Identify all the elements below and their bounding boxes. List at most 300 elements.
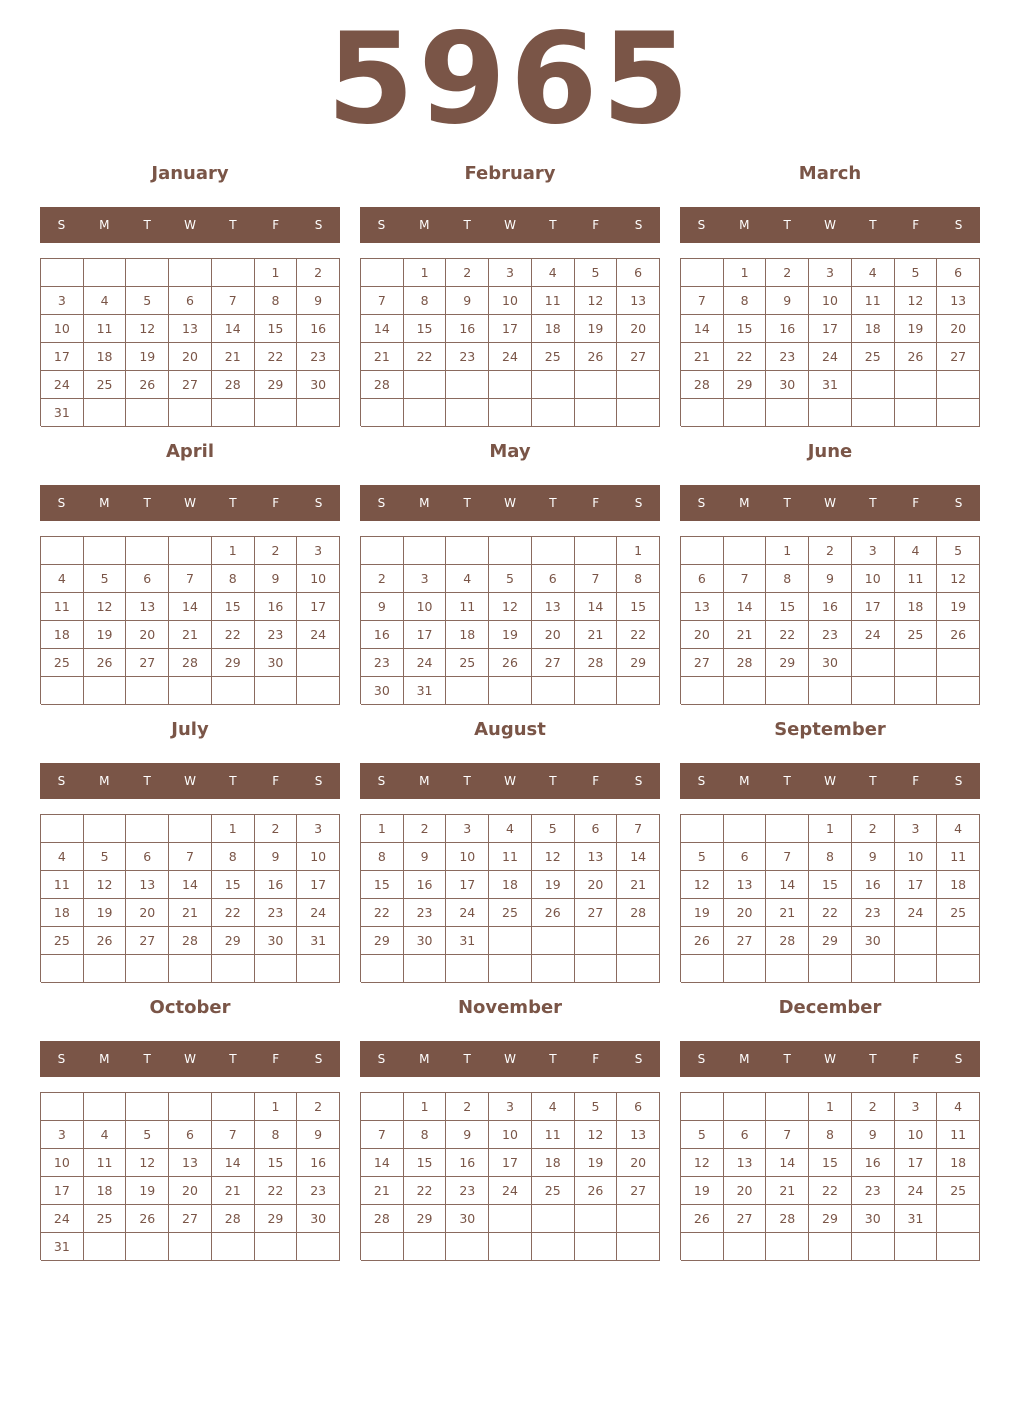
weekday-label: S bbox=[954, 218, 963, 232]
day-cell: 20 bbox=[724, 1177, 767, 1205]
day-cell: 10 bbox=[41, 315, 84, 343]
day-cell: 6 bbox=[617, 259, 660, 287]
day-cell: 21 bbox=[212, 1177, 255, 1205]
day-cell: 27 bbox=[169, 371, 212, 399]
day-cell: 16 bbox=[255, 871, 298, 899]
day-cell: 26 bbox=[895, 343, 938, 371]
weekday-label: M bbox=[419, 496, 430, 510]
day-cell: 14 bbox=[617, 843, 660, 871]
day-cell: 16 bbox=[297, 1149, 340, 1177]
empty-day-cell bbox=[361, 1233, 404, 1261]
empty-day-cell bbox=[681, 1093, 724, 1121]
weekday-label: W bbox=[504, 774, 516, 788]
day-cell: 19 bbox=[575, 315, 618, 343]
day-cell: 2 bbox=[361, 565, 404, 593]
day-cell: 23 bbox=[446, 1177, 489, 1205]
weekday-label: S bbox=[57, 218, 66, 232]
day-cell: 16 bbox=[404, 871, 447, 899]
empty-day-cell bbox=[84, 399, 127, 427]
weekday-label: T bbox=[783, 774, 791, 788]
day-cell: 13 bbox=[575, 843, 618, 871]
day-cell: 25 bbox=[937, 1177, 980, 1205]
day-cell: 26 bbox=[126, 371, 169, 399]
empty-day-cell bbox=[681, 1233, 724, 1261]
weekday-label: S bbox=[377, 774, 386, 788]
day-cell: 1 bbox=[255, 1093, 298, 1121]
month-november bbox=[360, 994, 660, 1262]
empty-day-cell bbox=[575, 399, 618, 427]
day-cell: 25 bbox=[852, 343, 895, 371]
day-cell: 8 bbox=[404, 1121, 447, 1149]
weekday-label: S bbox=[377, 1052, 386, 1066]
weekday-label: T bbox=[549, 1052, 557, 1066]
empty-day-cell bbox=[126, 1093, 169, 1121]
weekday-label: M bbox=[739, 1052, 750, 1066]
day-grid bbox=[40, 536, 340, 704]
day-cell: 17 bbox=[489, 1149, 532, 1177]
day-cell: 30 bbox=[404, 927, 447, 955]
month-may bbox=[360, 438, 660, 706]
weekday-label: W bbox=[504, 218, 516, 232]
day-cell: 23 bbox=[446, 343, 489, 371]
day-cell: 12 bbox=[681, 871, 724, 899]
day-cell: 27 bbox=[724, 1205, 767, 1233]
weekday-label: S bbox=[954, 774, 963, 788]
day-cell: 21 bbox=[361, 1177, 404, 1205]
day-cell: 26 bbox=[575, 343, 618, 371]
day-cell: 16 bbox=[852, 1149, 895, 1177]
weekday-label: W bbox=[824, 774, 836, 788]
day-cell: 21 bbox=[681, 343, 724, 371]
day-cell: 25 bbox=[84, 1205, 127, 1233]
empty-day-cell bbox=[532, 927, 575, 955]
empty-day-cell bbox=[575, 677, 618, 705]
day-cell: 17 bbox=[297, 871, 340, 899]
empty-day-cell bbox=[255, 955, 298, 983]
day-cell: 2 bbox=[809, 537, 852, 565]
day-cell: 15 bbox=[361, 871, 404, 899]
weekday-label: T bbox=[783, 496, 791, 510]
weekday-label: S bbox=[697, 218, 706, 232]
day-cell: 23 bbox=[809, 621, 852, 649]
empty-day-cell bbox=[361, 259, 404, 287]
day-cell: 24 bbox=[489, 343, 532, 371]
empty-day-cell bbox=[126, 537, 169, 565]
empty-day-cell bbox=[532, 955, 575, 983]
day-cell: 9 bbox=[852, 843, 895, 871]
empty-day-cell bbox=[766, 815, 809, 843]
day-cell: 7 bbox=[361, 287, 404, 315]
day-cell: 5 bbox=[575, 259, 618, 287]
day-cell: 22 bbox=[724, 343, 767, 371]
empty-day-cell bbox=[766, 1233, 809, 1261]
day-cell: 21 bbox=[617, 871, 660, 899]
day-cell: 3 bbox=[446, 815, 489, 843]
weekday-header bbox=[40, 1041, 340, 1077]
weekday-label: T bbox=[869, 218, 877, 232]
day-cell: 3 bbox=[41, 1121, 84, 1149]
day-cell: 4 bbox=[532, 1093, 575, 1121]
day-cell: 10 bbox=[895, 843, 938, 871]
day-cell: 9 bbox=[852, 1121, 895, 1149]
empty-day-cell bbox=[169, 259, 212, 287]
day-cell: 31 bbox=[895, 1205, 938, 1233]
day-cell: 12 bbox=[84, 593, 127, 621]
empty-day-cell bbox=[297, 677, 340, 705]
day-cell: 24 bbox=[895, 899, 938, 927]
day-cell: 27 bbox=[617, 1177, 660, 1205]
weekday-label: T bbox=[549, 774, 557, 788]
weekday-label: T bbox=[463, 496, 471, 510]
day-cell: 11 bbox=[532, 287, 575, 315]
empty-day-cell bbox=[617, 1233, 660, 1261]
day-cell: 7 bbox=[617, 815, 660, 843]
weekday-label: S bbox=[954, 1052, 963, 1066]
day-cell: 9 bbox=[446, 1121, 489, 1149]
day-grid bbox=[360, 258, 660, 426]
weekday-label: S bbox=[314, 774, 323, 788]
day-cell: 31 bbox=[446, 927, 489, 955]
weekday-label: S bbox=[314, 496, 323, 510]
day-cell: 8 bbox=[766, 565, 809, 593]
empty-day-cell bbox=[489, 955, 532, 983]
day-cell: 9 bbox=[446, 287, 489, 315]
day-cell: 2 bbox=[297, 1093, 340, 1121]
day-cell: 24 bbox=[852, 621, 895, 649]
day-cell: 4 bbox=[937, 1093, 980, 1121]
day-cell: 9 bbox=[255, 843, 298, 871]
day-cell: 20 bbox=[724, 899, 767, 927]
day-cell: 25 bbox=[532, 343, 575, 371]
empty-day-cell bbox=[212, 399, 255, 427]
day-cell: 19 bbox=[84, 621, 127, 649]
empty-day-cell bbox=[809, 677, 852, 705]
day-cell: 11 bbox=[852, 287, 895, 315]
day-cell: 22 bbox=[255, 1177, 298, 1205]
day-cell: 28 bbox=[617, 899, 660, 927]
day-cell: 6 bbox=[937, 259, 980, 287]
empty-day-cell bbox=[937, 371, 980, 399]
day-cell: 20 bbox=[126, 899, 169, 927]
day-cell: 11 bbox=[937, 843, 980, 871]
empty-day-cell bbox=[895, 399, 938, 427]
day-cell: 7 bbox=[212, 1121, 255, 1149]
day-cell: 10 bbox=[297, 843, 340, 871]
weekday-label: T bbox=[143, 1052, 151, 1066]
empty-day-cell bbox=[724, 677, 767, 705]
day-cell: 1 bbox=[255, 259, 298, 287]
day-cell: 1 bbox=[212, 815, 255, 843]
day-cell: 10 bbox=[297, 565, 340, 593]
month-june bbox=[680, 438, 980, 706]
empty-day-cell bbox=[617, 677, 660, 705]
empty-day-cell bbox=[809, 1233, 852, 1261]
day-cell: 1 bbox=[212, 537, 255, 565]
day-cell: 8 bbox=[212, 843, 255, 871]
day-cell: 13 bbox=[617, 287, 660, 315]
day-cell: 8 bbox=[255, 287, 298, 315]
weekday-label: M bbox=[419, 1052, 430, 1066]
day-cell: 28 bbox=[361, 371, 404, 399]
day-cell: 5 bbox=[895, 259, 938, 287]
day-cell: 30 bbox=[766, 371, 809, 399]
day-cell: 16 bbox=[361, 621, 404, 649]
day-cell: 29 bbox=[724, 371, 767, 399]
day-cell: 10 bbox=[852, 565, 895, 593]
day-cell: 25 bbox=[84, 371, 127, 399]
day-cell: 3 bbox=[297, 815, 340, 843]
empty-day-cell bbox=[169, 1233, 212, 1261]
day-cell: 31 bbox=[41, 1233, 84, 1261]
day-cell: 2 bbox=[297, 259, 340, 287]
empty-day-cell bbox=[126, 259, 169, 287]
day-cell: 19 bbox=[489, 621, 532, 649]
empty-day-cell bbox=[575, 1205, 618, 1233]
day-cell: 4 bbox=[84, 287, 127, 315]
day-cell: 22 bbox=[212, 899, 255, 927]
day-cell: 23 bbox=[297, 1177, 340, 1205]
empty-day-cell bbox=[446, 1233, 489, 1261]
day-cell: 8 bbox=[255, 1121, 298, 1149]
day-cell: 27 bbox=[617, 343, 660, 371]
weekday-label: T bbox=[143, 218, 151, 232]
day-cell: 16 bbox=[766, 315, 809, 343]
weekday-label: W bbox=[824, 1052, 836, 1066]
day-cell: 8 bbox=[404, 287, 447, 315]
empty-day-cell bbox=[361, 537, 404, 565]
weekday-label: T bbox=[229, 218, 237, 232]
empty-day-cell bbox=[212, 1233, 255, 1261]
day-cell: 8 bbox=[724, 287, 767, 315]
day-cell: 15 bbox=[255, 1149, 298, 1177]
weekday-label: T bbox=[869, 1052, 877, 1066]
day-cell: 11 bbox=[41, 871, 84, 899]
day-cell: 20 bbox=[532, 621, 575, 649]
empty-day-cell bbox=[937, 399, 980, 427]
day-cell: 29 bbox=[212, 927, 255, 955]
day-cell: 22 bbox=[404, 1177, 447, 1205]
day-cell: 4 bbox=[937, 815, 980, 843]
day-cell: 13 bbox=[126, 871, 169, 899]
empty-day-cell bbox=[169, 815, 212, 843]
day-cell: 20 bbox=[681, 621, 724, 649]
day-cell: 4 bbox=[489, 815, 532, 843]
day-cell: 22 bbox=[212, 621, 255, 649]
weekday-label: F bbox=[912, 496, 920, 510]
day-cell: 24 bbox=[404, 649, 447, 677]
empty-day-cell bbox=[895, 955, 938, 983]
weekday-label: F bbox=[912, 218, 920, 232]
day-cell: 7 bbox=[169, 843, 212, 871]
day-cell: 24 bbox=[446, 899, 489, 927]
month-title: November bbox=[457, 997, 563, 1018]
weekday-header bbox=[40, 763, 340, 799]
day-cell: 5 bbox=[84, 565, 127, 593]
day-cell: 31 bbox=[297, 927, 340, 955]
day-cell: 31 bbox=[41, 399, 84, 427]
weekday-header bbox=[40, 485, 340, 521]
day-cell: 3 bbox=[489, 1093, 532, 1121]
empty-day-cell bbox=[255, 1233, 298, 1261]
weekday-header bbox=[360, 1041, 660, 1077]
weekday-label: F bbox=[272, 218, 280, 232]
weekday-label: M bbox=[99, 774, 110, 788]
day-cell: 20 bbox=[169, 1177, 212, 1205]
day-cell: 28 bbox=[724, 649, 767, 677]
empty-day-cell bbox=[41, 537, 84, 565]
month-april bbox=[40, 438, 340, 706]
day-cell: 21 bbox=[766, 1177, 809, 1205]
day-cell: 12 bbox=[937, 565, 980, 593]
day-cell: 13 bbox=[617, 1121, 660, 1149]
day-cell: 23 bbox=[852, 1177, 895, 1205]
day-cell: 18 bbox=[489, 871, 532, 899]
weekday-label: M bbox=[739, 774, 750, 788]
empty-day-cell bbox=[361, 955, 404, 983]
day-cell: 24 bbox=[489, 1177, 532, 1205]
day-cell: 13 bbox=[937, 287, 980, 315]
day-cell: 10 bbox=[489, 287, 532, 315]
day-cell: 9 bbox=[766, 287, 809, 315]
empty-day-cell bbox=[404, 1233, 447, 1261]
day-cell: 3 bbox=[297, 537, 340, 565]
empty-day-cell bbox=[126, 815, 169, 843]
day-cell: 24 bbox=[809, 343, 852, 371]
weekday-label: T bbox=[229, 774, 237, 788]
weekday-label: T bbox=[229, 1052, 237, 1066]
day-cell: 14 bbox=[724, 593, 767, 621]
empty-day-cell bbox=[489, 677, 532, 705]
day-cell: 18 bbox=[937, 1149, 980, 1177]
day-cell: 30 bbox=[361, 677, 404, 705]
day-cell: 21 bbox=[169, 899, 212, 927]
day-cell: 9 bbox=[809, 565, 852, 593]
weekday-header bbox=[360, 763, 660, 799]
month-title: January bbox=[151, 163, 229, 184]
empty-day-cell bbox=[84, 677, 127, 705]
month-january bbox=[40, 160, 340, 428]
empty-day-cell bbox=[489, 537, 532, 565]
day-cell: 26 bbox=[84, 927, 127, 955]
empty-day-cell bbox=[852, 677, 895, 705]
day-cell: 3 bbox=[895, 1093, 938, 1121]
day-cell: 27 bbox=[937, 343, 980, 371]
weekday-label: M bbox=[419, 774, 430, 788]
month-title: March bbox=[798, 163, 862, 184]
day-cell: 1 bbox=[809, 815, 852, 843]
day-cell: 17 bbox=[41, 343, 84, 371]
weekday-label: W bbox=[504, 496, 516, 510]
day-cell: 13 bbox=[169, 1149, 212, 1177]
day-cell: 5 bbox=[681, 843, 724, 871]
day-cell: 3 bbox=[895, 815, 938, 843]
day-cell: 3 bbox=[489, 259, 532, 287]
day-cell: 14 bbox=[169, 593, 212, 621]
empty-day-cell bbox=[532, 537, 575, 565]
day-cell: 25 bbox=[937, 899, 980, 927]
day-cell: 11 bbox=[895, 565, 938, 593]
weekday-label: S bbox=[634, 496, 643, 510]
day-grid bbox=[40, 814, 340, 982]
day-cell: 29 bbox=[255, 371, 298, 399]
empty-day-cell bbox=[212, 677, 255, 705]
day-cell: 7 bbox=[766, 1121, 809, 1149]
weekday-label: T bbox=[549, 496, 557, 510]
day-cell: 24 bbox=[41, 371, 84, 399]
empty-day-cell bbox=[361, 399, 404, 427]
day-cell: 9 bbox=[404, 843, 447, 871]
weekday-label: S bbox=[377, 218, 386, 232]
empty-day-cell bbox=[446, 955, 489, 983]
day-cell: 18 bbox=[532, 1149, 575, 1177]
empty-day-cell bbox=[617, 955, 660, 983]
day-cell: 30 bbox=[852, 927, 895, 955]
month-september bbox=[680, 716, 980, 984]
month-february bbox=[360, 160, 660, 428]
day-cell: 3 bbox=[404, 565, 447, 593]
empty-day-cell bbox=[937, 1205, 980, 1233]
empty-day-cell bbox=[575, 955, 618, 983]
day-cell: 29 bbox=[255, 1205, 298, 1233]
empty-day-cell bbox=[937, 649, 980, 677]
empty-day-cell bbox=[41, 815, 84, 843]
day-cell: 11 bbox=[446, 593, 489, 621]
day-cell: 15 bbox=[212, 871, 255, 899]
day-cell: 14 bbox=[766, 871, 809, 899]
day-cell: 18 bbox=[84, 343, 127, 371]
day-cell: 24 bbox=[895, 1177, 938, 1205]
day-cell: 25 bbox=[895, 621, 938, 649]
weekday-label: S bbox=[634, 1052, 643, 1066]
day-cell: 30 bbox=[255, 927, 298, 955]
day-cell: 24 bbox=[41, 1205, 84, 1233]
day-cell: 12 bbox=[126, 315, 169, 343]
day-cell: 28 bbox=[766, 927, 809, 955]
day-cell: 15 bbox=[404, 315, 447, 343]
weekday-label: T bbox=[783, 1052, 791, 1066]
weekday-label: F bbox=[592, 1052, 600, 1066]
day-cell: 21 bbox=[169, 621, 212, 649]
day-cell: 30 bbox=[852, 1205, 895, 1233]
day-cell: 7 bbox=[681, 287, 724, 315]
day-cell: 27 bbox=[169, 1205, 212, 1233]
day-cell: 30 bbox=[809, 649, 852, 677]
empty-day-cell bbox=[212, 259, 255, 287]
day-cell: 22 bbox=[617, 621, 660, 649]
weekday-label: S bbox=[634, 218, 643, 232]
day-cell: 23 bbox=[255, 899, 298, 927]
day-cell: 27 bbox=[126, 649, 169, 677]
weekday-label: M bbox=[99, 1052, 110, 1066]
day-cell: 6 bbox=[617, 1093, 660, 1121]
weekday-label: S bbox=[697, 496, 706, 510]
day-cell: 4 bbox=[84, 1121, 127, 1149]
weekday-label: F bbox=[592, 218, 600, 232]
day-cell: 2 bbox=[766, 259, 809, 287]
day-cell: 16 bbox=[446, 315, 489, 343]
day-cell: 1 bbox=[404, 259, 447, 287]
day-cell: 5 bbox=[575, 1093, 618, 1121]
empty-day-cell bbox=[724, 537, 767, 565]
empty-day-cell bbox=[446, 537, 489, 565]
empty-day-cell bbox=[84, 259, 127, 287]
empty-day-cell bbox=[489, 399, 532, 427]
day-cell: 26 bbox=[681, 1205, 724, 1233]
day-cell: 26 bbox=[937, 621, 980, 649]
empty-day-cell bbox=[617, 1205, 660, 1233]
empty-day-cell bbox=[404, 399, 447, 427]
day-cell: 13 bbox=[724, 1149, 767, 1177]
